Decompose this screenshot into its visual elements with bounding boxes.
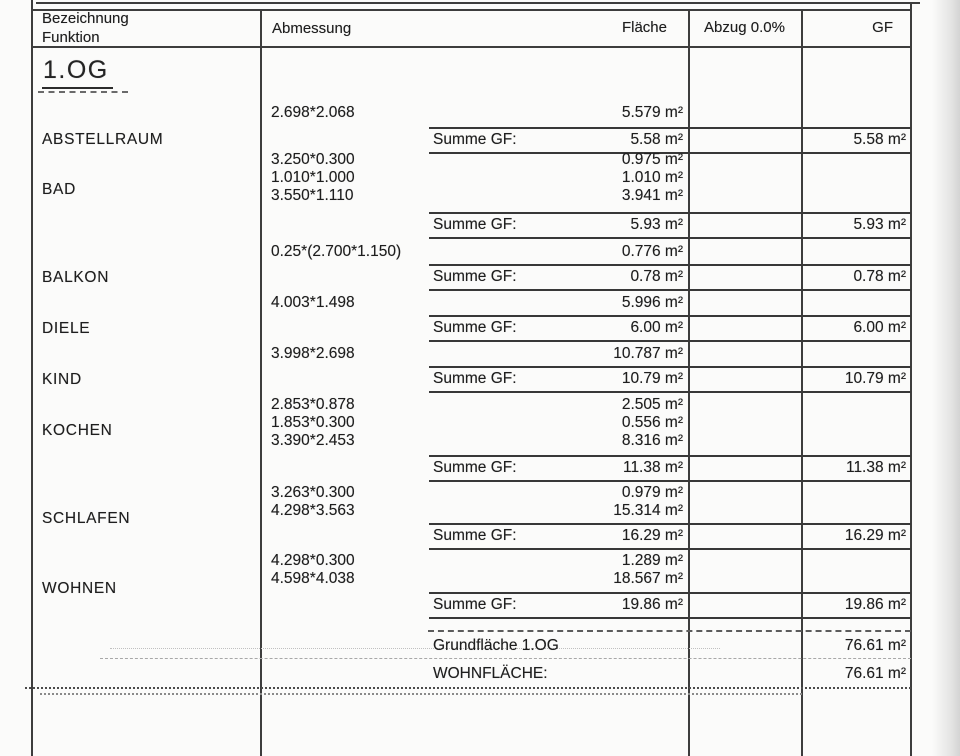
column-divider-flaeche-abzug [688, 9, 690, 756]
dimension-value: 4.298*0.300 [271, 552, 355, 569]
summe-flaeche-value: 19.86 m² [621, 596, 683, 613]
room-label: BAD [42, 181, 76, 198]
column-header-gf: GF [872, 19, 893, 36]
area-value: 0.979 m² [621, 484, 683, 501]
floor-heading: 1.OG [42, 56, 113, 89]
summe-rule [429, 548, 911, 550]
summe-gf-value: 5.58 m² [853, 131, 906, 148]
dimension-value: 3.263*0.300 [271, 484, 355, 501]
summe-flaeche-value: 5.93 m² [630, 216, 683, 233]
summe-label: Summe GF: [433, 370, 517, 387]
room-label: KIND [42, 371, 82, 388]
footer-divider-middle [100, 658, 911, 659]
dimension-value: 3.390*2.453 [271, 432, 355, 449]
summe-flaeche-value: 10.79 m² [621, 370, 683, 387]
room-label: ABSTELLRAUM [42, 131, 164, 148]
summe-rule [429, 315, 911, 317]
dimension-value: 2.853*0.878 [271, 396, 355, 413]
column-header-bezeichnung: Bezeichnung [42, 10, 129, 27]
scan-artifact-line [110, 648, 720, 649]
summe-flaeche-value: 5.58 m² [630, 131, 683, 148]
summe-label: Summe GF: [433, 527, 517, 544]
summe-gf-value: 6.00 m² [853, 319, 906, 336]
summe-rule [429, 237, 911, 239]
summe-label: Summe GF: [433, 459, 517, 476]
summe-rule [429, 480, 911, 482]
summe-flaeche-value: 16.29 m² [621, 527, 683, 544]
table-border-right [910, 2, 912, 756]
footer-dotted-line-2 [40, 693, 802, 695]
dimension-value: 1.853*0.300 [271, 414, 355, 431]
column-header-flaeche: Fläche [621, 19, 667, 36]
summe-rule [429, 617, 911, 619]
wohnflaeche-value: 76.61 m² [844, 665, 906, 682]
area-value: 15.314 m² [613, 502, 683, 519]
summe-gf-value: 16.29 m² [844, 527, 906, 544]
summe-rule [429, 340, 911, 342]
summe-gf-value: 11.38 m² [845, 459, 906, 476]
dimension-value: 4.598*4.038 [271, 570, 355, 587]
grundflaeche-label: Grundfläche 1.OG [433, 637, 559, 654]
column-header-abzug: Abzug 0.0% [704, 19, 785, 36]
summe-rule [429, 523, 911, 525]
scan-top-line [36, 2, 920, 4]
summe-label: Summe GF: [433, 131, 517, 148]
header-top-border [31, 9, 912, 11]
summe-rule [429, 289, 911, 291]
header-bottom-border [31, 46, 912, 48]
area-value: 2.505 m² [621, 396, 683, 413]
dimension-value: 3.998*2.698 [271, 345, 355, 362]
summe-rule [429, 592, 911, 594]
area-value: 0.776 m² [621, 243, 683, 260]
dimension-value: 2.698*2.068 [271, 104, 355, 121]
summe-rule [429, 127, 911, 129]
dimension-value: 3.550*1.110 [271, 187, 354, 204]
area-value: 5.996 m² [621, 294, 683, 311]
room-label: KOCHEN [42, 422, 113, 439]
area-value: 0.975 m² [621, 151, 683, 168]
column-header-abmessung: Abmessung [272, 20, 352, 37]
wohnflaeche-label: WOHNFLÄCHE: [433, 665, 548, 682]
summe-rule [429, 212, 911, 214]
column-divider-bezeichnung-abmessung [260, 9, 262, 756]
column-header-funktion: Funktion [42, 29, 100, 46]
dimension-value: 3.250*0.300 [271, 151, 355, 168]
summe-label: Summe GF: [433, 596, 517, 613]
room-label: BALKON [42, 269, 110, 286]
summe-label: Summe GF: [433, 216, 517, 233]
footer-divider-top [428, 630, 911, 632]
room-label: DIELE [42, 320, 91, 337]
summe-rule [429, 366, 911, 368]
floor-heading-underline [38, 91, 128, 93]
room-label: SCHLAFEN [42, 510, 131, 527]
area-value: 0.556 m² [621, 414, 683, 431]
area-value: 3.941 m² [621, 187, 683, 204]
area-value: 1.010 m² [621, 169, 683, 186]
area-value: 8.316 m² [621, 432, 683, 449]
area-value: 1.289 m² [621, 552, 683, 569]
dimension-value: 1.010*1.000 [271, 169, 355, 186]
dimension-value: 4.298*3.563 [271, 502, 355, 519]
summe-rule [429, 391, 911, 393]
summe-gf-value: 10.79 m² [844, 370, 906, 387]
dimension-value: 0.25*(2.700*1.150) [271, 243, 402, 260]
column-divider-abzug-gf [801, 9, 803, 756]
scan-edge-shadow [932, 0, 960, 756]
summe-flaeche-value: 11.38 m² [622, 459, 683, 476]
summe-rule [429, 455, 911, 457]
room-label: WOHNEN [42, 580, 117, 597]
summe-label: Summe GF: [433, 319, 517, 336]
summe-gf-value: 0.78 m² [853, 268, 906, 285]
footer-dotted-line-1 [25, 687, 911, 689]
summe-gf-value: 19.86 m² [844, 596, 906, 613]
area-value: 5.579 m² [621, 104, 683, 121]
summe-rule [429, 264, 911, 266]
summe-gf-value: 5.93 m² [853, 216, 906, 233]
summe-flaeche-value: 0.78 m² [630, 268, 683, 285]
summe-flaeche-value: 6.00 m² [630, 319, 683, 336]
table-border-left [31, 0, 33, 756]
dimension-value: 4.003*1.498 [271, 294, 355, 311]
grundflaeche-value: 76.61 m² [844, 637, 906, 654]
summe-label: Summe GF: [433, 268, 517, 285]
area-value: 10.787 m² [613, 345, 683, 362]
area-value: 18.567 m² [613, 570, 683, 587]
